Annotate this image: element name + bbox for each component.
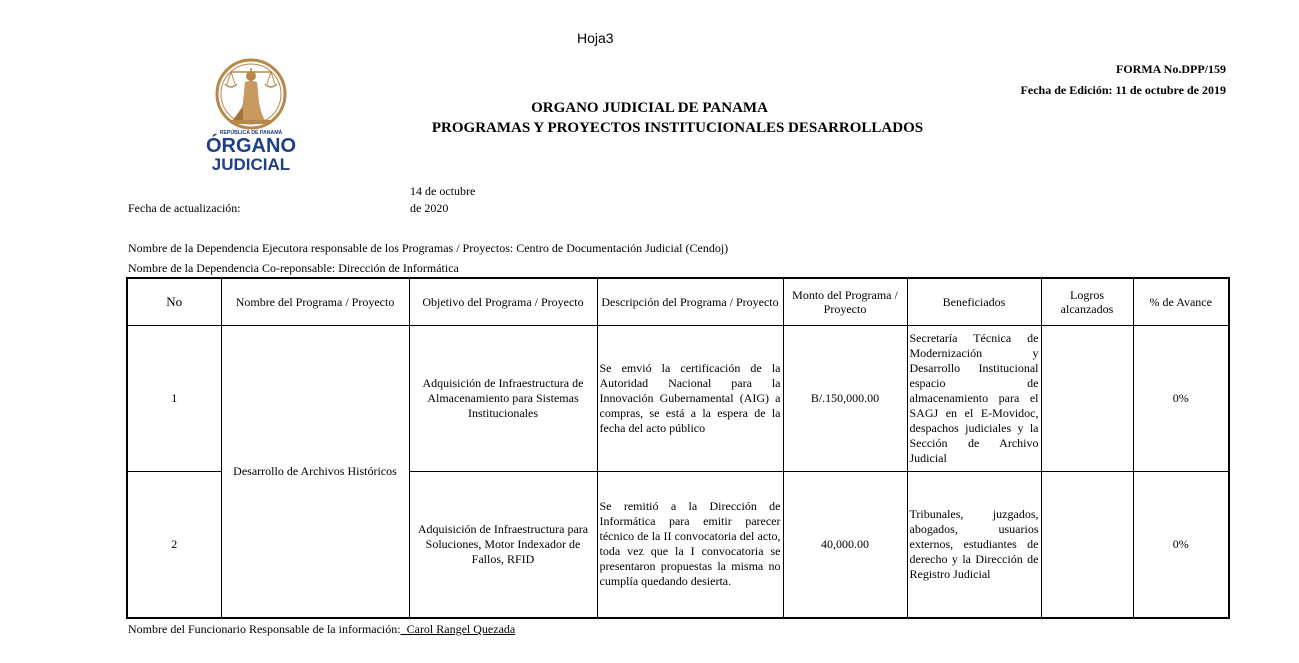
- cell-achievements: [1041, 326, 1133, 472]
- svg-text:JUDICIAL: JUDICIAL: [211, 155, 291, 174]
- header-amount: Monto del Programa / Proyecto: [783, 278, 907, 326]
- header-program-name: Nombre del Programa / Proyecto: [221, 278, 409, 326]
- cell-description: Se emvió la certificación de la Autoridad Nacional para la Innovación Gubernamental (AIG) a compras, se está a la espera de la fecha del acto público: [597, 326, 783, 472]
- programs-table: [126, 277, 1230, 619]
- update-date-year: de 2020: [410, 201, 449, 215]
- cell-progress: 0%: [1133, 326, 1229, 472]
- table-row: [127, 326, 1229, 472]
- organo-judicial-logo: [203, 58, 299, 174]
- page-subtitle: PROGRAMAS Y PROYECTOS INSTITUCIONALES DESARROLLADOS: [431, 120, 924, 136]
- co-responsible-dependency: Nombre de la Dependencia Co-reponsable: Dirección de Informática: [128, 261, 459, 275]
- responsible-official: [128, 622, 515, 637]
- cell-amount: B/.150,000.00: [783, 326, 907, 472]
- cell-no: 2: [127, 472, 221, 618]
- update-date-label: Fecha de actualización:: [128, 201, 241, 215]
- executing-dependency: Nombre de la Dependencia Ejecutora responsable de los Programas / Proyectos: Centro de Documentación Judicial (Cendoj): [128, 241, 729, 255]
- page-title: ORGANO JUDICIAL DE PANAMA: [531, 100, 768, 116]
- cell-achievements: [1041, 472, 1133, 618]
- responsible-official-label: Nombre del Funcionario Responsable de la información:: [128, 622, 401, 636]
- cell-no: 1: [127, 326, 221, 472]
- svg-text:ÓRGANO: ÓRGANO: [206, 135, 296, 157]
- header-objective: Objetivo del Programa / Proyecto: [409, 278, 597, 326]
- form-number: FORMA No.DPP/159: [1116, 62, 1226, 76]
- header-description: Descripción del Programa / Proyecto: [597, 278, 783, 326]
- svg-text:REPÚBLICA DE PANAMÁ: REPÚBLICA DE PANAMÁ: [219, 130, 283, 136]
- cell-objective: Adquisición de Infraestructura para Soluciones, Motor Indexador de Fallos, RFID: [409, 472, 597, 618]
- cell-description: Se remitió a la Dirección de Informática para emitir parecer técnico de la II convocatoria del acto, toda vez que la I convocatoria se presentaron propuestas la misma no cumplía quedando desierta.: [597, 472, 783, 618]
- responsible-official-name: Carol Rangel Quezada: [400, 622, 516, 636]
- header-progress: % de Avance: [1133, 278, 1229, 326]
- update-date-value: 14 de octubre: [410, 184, 476, 198]
- cell-beneficiaries: Tribunales, juzgados, abogados, usuarios externos, estudiantes de derecho y la Dirección de Registro Judicial: [907, 472, 1041, 618]
- header-achievements: Logros alcanzados: [1041, 278, 1133, 326]
- cell-beneficiaries: Secretaría Técnica de Modernización y Desarrollo Institucional espacio de almacenamiento para el SAGJ en el E-Movidoc, despachos judiciales y la Sección de Archivo Judicial: [907, 326, 1041, 472]
- header-beneficiaries: Beneficiados: [907, 278, 1041, 326]
- header-no: No: [127, 278, 221, 326]
- table-header-row: [127, 278, 1229, 326]
- cell-objective: Adquisición de Infraestructura de Almacenamiento para Sistemas Institucionales: [409, 326, 597, 472]
- sheet-name: Hoja3: [577, 30, 614, 46]
- justice-emblem-icon: [203, 58, 299, 174]
- cell-progress: 0%: [1133, 472, 1229, 618]
- cell-amount: 40,000.00: [783, 472, 907, 618]
- cell-program-name: Desarrollo de Archivos Históricos: [221, 326, 409, 618]
- edition-date: Fecha de Edición: 11 de octubre de 2019: [1020, 83, 1226, 97]
